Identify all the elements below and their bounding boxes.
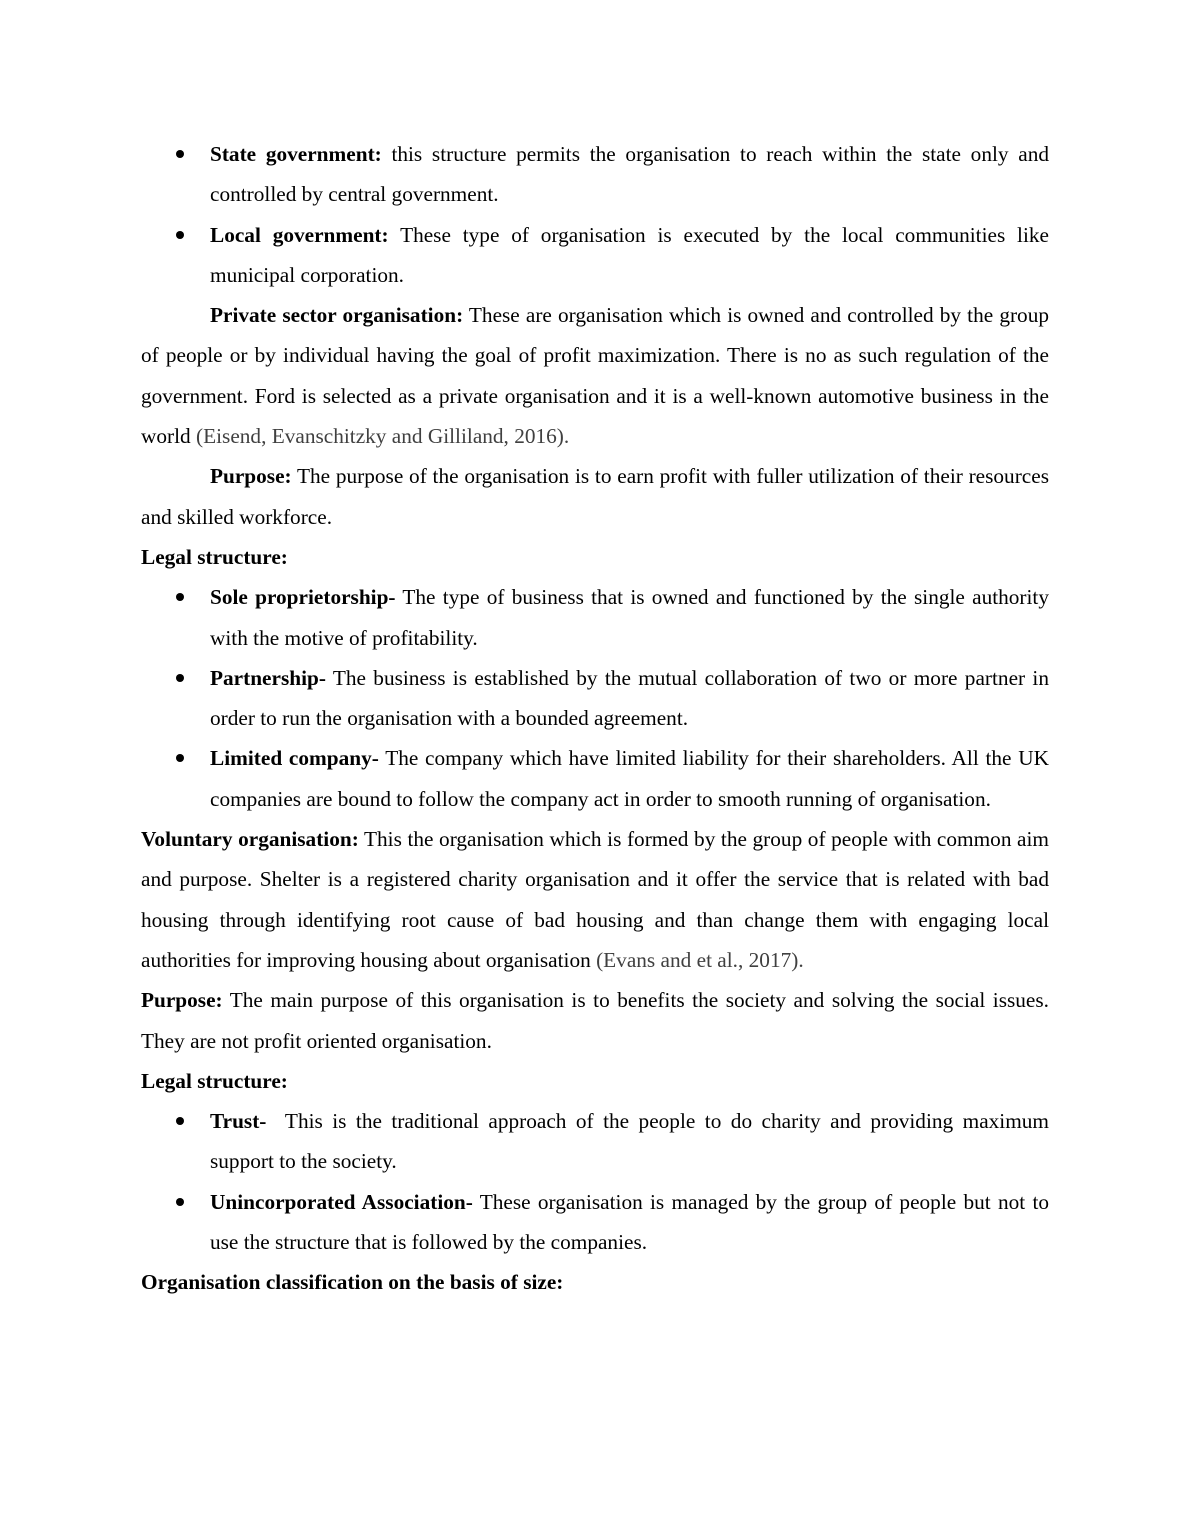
size-classification-heading: Organisation classification on the basis of size: [141, 1270, 564, 1295]
list-item [141, 215, 1049, 296]
bullet-icon [176, 1117, 184, 1125]
government-list [141, 134, 1049, 295]
bullet-icon [176, 150, 184, 158]
list-item [141, 577, 1049, 658]
private-sector-text: These are organisation which is owned and controlled by the group of people or by individual having the goal of profit maximization. There is no as such regulation of the government. Ford is selected as a private organisation and it is a well-known automotive business in the world [141, 303, 1050, 449]
item-term: Partnership- [210, 665, 326, 690]
citation: (Evans and et al., 2017) [596, 947, 799, 972]
item-term: State government: [210, 142, 382, 166]
item-term: Trust- [210, 1109, 267, 1134]
bullet-icon [176, 231, 184, 239]
item-text: These type of organisation is executed by the local communities like municipal corporation. [210, 222, 1049, 287]
legal-structure-heading: Legal structure: [141, 1068, 288, 1093]
voluntary-purpose-paragraph [141, 980, 1049, 1061]
list-item [141, 1101, 1055, 1182]
purpose-term: Purpose: [210, 464, 292, 489]
citation-tail: . [563, 424, 570, 449]
voluntary-text: This the organisation which is formed by the group of people with common aim and purpose. Shelter is a registered charity organisation and it offer the service that is related with bad housing through identifying root cause of bad housing and than change them with engaging local authorities for improving housing about organisation [141, 827, 1049, 972]
item-text: The company which have limited liability for their shareholders. All the UK companies are bound to follow the company act in order to smooth running of organisation. [210, 746, 1049, 811]
private-sector-paragraph [141, 295, 1049, 456]
purpose-text: The purpose of the organisation is to earn profit with fuller utilization of their resources and skilled workforce. [141, 464, 1049, 529]
item-term: Local government: [210, 222, 389, 247]
legal-structure-list [141, 577, 1049, 819]
item-text: The business is established by the mutual collaboration of two or more partner in order to run the organisation with a bounded agreement. [210, 665, 1049, 731]
citation-tail: . [798, 947, 804, 972]
list-item [141, 658, 1049, 739]
voluntary-paragraph [141, 819, 1049, 980]
item-term: Limited company- [210, 746, 379, 771]
list-item [141, 134, 1049, 215]
bullet-icon [176, 754, 184, 762]
list-item [141, 1182, 1049, 1263]
item-text: this structure permits the organisation to reach within the state only and controlled by central government. [210, 142, 1049, 207]
voluntary-legal-list [141, 1101, 1055, 1262]
item-term: Unincorporated Association- [210, 1189, 473, 1214]
item-text: These organisation is managed by the group of people but not to use the structure that is followed by the companies. [210, 1189, 1050, 1255]
item-text: The type of business that is owned and functioned by the single authority with the motive of profitability. [210, 585, 1050, 650]
bullet-icon [176, 593, 184, 601]
bullet-icon [176, 1198, 184, 1206]
purpose-text: The main purpose of this organisation is to benefits the society and solving the social issues. They are not profit oriented organisation. [141, 988, 1049, 1053]
legal-structure-heading: Legal structure: [141, 544, 288, 569]
document-page [141, 134, 1055, 1303]
purpose-term: Purpose: [141, 988, 223, 1013]
private-purpose-paragraph [141, 456, 1049, 537]
bullet-icon [176, 674, 184, 682]
item-term: Sole proprietorship- [210, 585, 396, 610]
citation: (Eisend, Evanschitzky and Gilliland, 2016) [196, 424, 564, 449]
private-sector-term: Private sector organisation: [210, 303, 464, 328]
voluntary-term: Voluntary organisation: [141, 827, 359, 852]
item-text: This is the traditional approach of the people to do charity and providing maximum support to the society. [210, 1109, 1055, 1174]
list-item [141, 738, 1049, 819]
